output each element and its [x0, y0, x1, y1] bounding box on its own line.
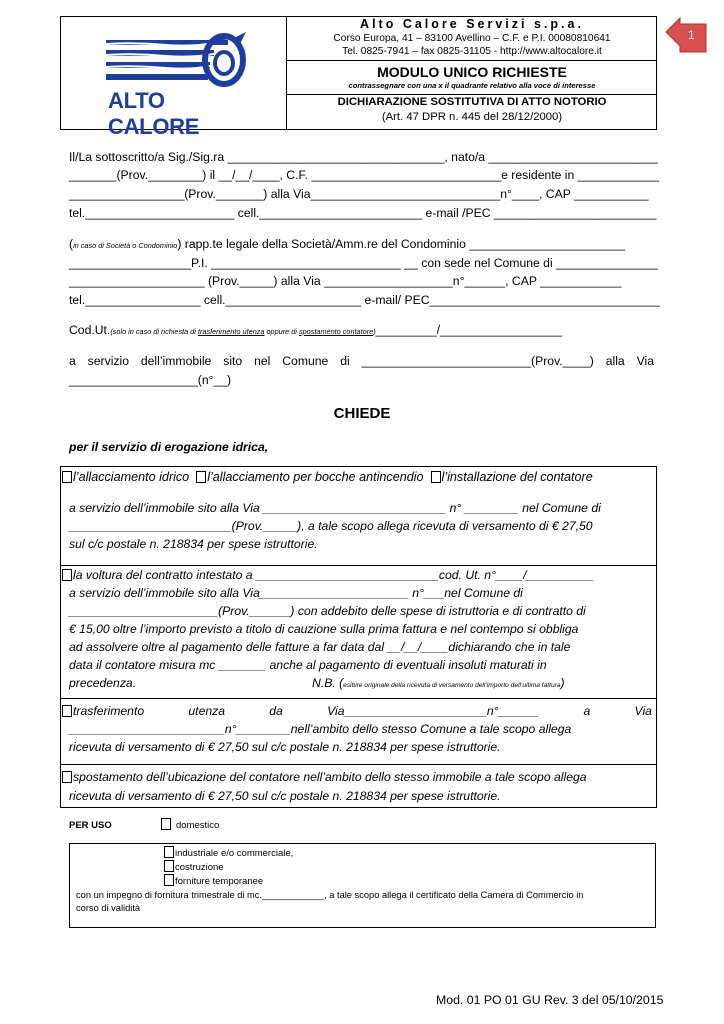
section1-line-3: sul c/c postale n. 218834 per spese istruttorie. [69, 537, 318, 551]
declaration-title: DICHIARAZIONE SOSTITUTIVA DI ATTO NOTORIO [337, 96, 607, 108]
company-contacts: Tel. 0825-7941 – fax 0825-31105 - http://www.altocalore.it [342, 46, 602, 57]
section2-nb: N.B. (esibire originale della ricevuta di versamento dell’importo dell’ultima fattura) [312, 676, 565, 690]
applicant-line-3[interactable]: _________________(Prov._______) alla Via____________________________n°____, CAP ___________ [69, 187, 649, 201]
uso-note-1[interactable]: con un impegno di fornitura trimestrale di mc.____________, a tale scopo allega il certificato della Camera di Commercio in [76, 890, 584, 900]
uso-options-box [69, 843, 656, 928]
uso-note-2: corso di validità [76, 903, 141, 913]
section3-line-3: ricevuta di versamento di € 27,50 sul c/c postale n. 218834 per spese istruttorie. [69, 740, 501, 754]
service-line-2[interactable]: ___________________(n°__) [69, 373, 232, 387]
section1-options: l’allacciamento idrico l’allacciamento per bocche antincendio l’installazione del contatore [62, 470, 593, 485]
checkbox-spostamento[interactable] [62, 771, 72, 783]
chiede-heading: CHIEDE [333, 405, 391, 422]
uso-option-costruzione[interactable]: costruzione [164, 860, 224, 873]
company-address: Corso Europa, 41 – 83100 Avellino – C.F. e P.I. 00080810641 [333, 33, 611, 44]
section2-line-6[interactable]: data il contatore misura mc _______ anche al pagamento di eventuali insoluti maturati in [69, 658, 547, 672]
section4-line-1: spostamento dell’ubicazione del contatore nell’ambito dello stesso immobile a tale scopo allega [62, 770, 587, 785]
form-title: MODULO UNICO RICHIESTE [377, 64, 567, 80]
applicant-line-1[interactable]: Il/La sottoscritto/a Sig./Sig.ra ________________________________, nato/a _________________________ [69, 150, 658, 164]
codut-line[interactable]: Cod.Ut.(solo in caso di richiesta di trasferimento utenza oppure di spostamento contatore)_________/__________________ [69, 323, 563, 337]
rep-line-1[interactable]: (in caso di Società o Condominio) rapp.te legale della Società/Amm.re del Condominio _______________________ [69, 237, 626, 251]
per-servizio: per il servizio di erogazione idrica, [69, 440, 269, 454]
uso-option-industriale[interactable]: industriale e/o commerciale, [164, 846, 293, 859]
checkbox-voltura[interactable] [62, 569, 72, 581]
section2-line-2[interactable]: a servizio dell’immobile sito alla Via______________________ n°___nel Comune di [69, 586, 523, 600]
page-tab[interactable] [664, 14, 708, 58]
checkbox-costruzione[interactable] [164, 860, 174, 872]
rep-line-3[interactable]: ____________________ (Prov._____) alla Via ___________________n°______, CAP ____________ [69, 274, 622, 288]
page-number: 1 [688, 28, 695, 42]
rep-line-4[interactable]: tel._________________ cell.____________________ e-mail/ PEC__________________________________ [69, 293, 660, 307]
page-tab-shape [664, 14, 708, 58]
section2-line-3[interactable]: ______________________(Prov.______) con addebito delle spese di istruttoria e di contratto di [69, 604, 586, 618]
checkbox-contatore[interactable] [431, 471, 441, 483]
logo [96, 30, 256, 139]
checkbox-domestico[interactable] [161, 818, 171, 830]
applicant-line-4[interactable]: tel.______________________ cell.________________________ e-mail /PEC ________________________ [69, 206, 657, 220]
checkbox-antincendio[interactable] [196, 471, 206, 483]
logo-text: ALTO CALORE [108, 88, 200, 139]
company-name: Alto Calore Servizi s.p.a. [360, 17, 584, 31]
rep-line-2[interactable]: __________________P.I. ____________________________ __ con sede nel Comune di _______________ [69, 256, 658, 270]
checkbox-trasferimento[interactable] [62, 705, 72, 717]
domestico-option[interactable]: domestico [161, 818, 219, 831]
checkbox-temporanee[interactable] [164, 874, 174, 886]
footer-revision: Mod. 01 PO 01 GU Rev. 3 del 05/10/2015 [436, 993, 664, 1007]
law-reference: (Art. 47 DPR n. 445 del 28/12/2000) [381, 111, 563, 123]
section2-line-4: € 15,00 oltre l’importo previsto a titolo di cauzione sulla prima fattura e nel contempo si obbliga [69, 622, 579, 636]
applicant-line-2[interactable]: _______(Prov.________) il __/__/____, C.F. ____________________________e residente in ____________ [69, 168, 660, 182]
uso-option-temporanee[interactable]: forniture temporanee [164, 874, 263, 887]
section4-line-2: ricevuta di versamento di € 27,50 sul c/c postale n. 218834 per spese istruttorie. [69, 789, 501, 803]
per-uso-label: PER USO [69, 820, 112, 831]
section2-line-5[interactable]: ad assolvere oltre al pagamento delle fatture a far data dal __/__/____dichiarando che in tale [69, 640, 571, 654]
section3-line-2[interactable]: _______________________n°________nell’ambito dello stesso Comune a tale scopo allega [69, 722, 572, 736]
header-divider-h1 [286, 60, 657, 61]
section1-line-2[interactable]: ________________________(Prov._____), a tale scopo allega ricevuta di versamento di € 27,50 [69, 519, 593, 533]
form-note: contrassegnare con una x il quadrante relativo alla voce di interesse [348, 81, 596, 90]
section2-line-1[interactable]: la voltura del contratto intestato a ___________________________cod. Ut. n°____/__________ [62, 568, 594, 583]
rep-note: in caso di Società o Condominio [73, 241, 178, 250]
section3-line-1[interactable]: trasferimento utenza da Via_____________________n°______ a Via [62, 704, 652, 719]
service-line-1[interactable]: a servizio dell’immobile sito nel Comune di _________________________(Prov.____) alla Via [69, 354, 654, 368]
checkbox-industriale[interactable] [164, 846, 174, 858]
section1-line-1[interactable]: a servizio dell’immobile sito alla Via ___________________________ n° ________ nel Comune di [69, 501, 601, 515]
header-divider-h2 [286, 94, 657, 95]
section2-line-7: precedenza. [69, 676, 137, 690]
checkbox-allacciamento[interactable] [62, 471, 72, 483]
